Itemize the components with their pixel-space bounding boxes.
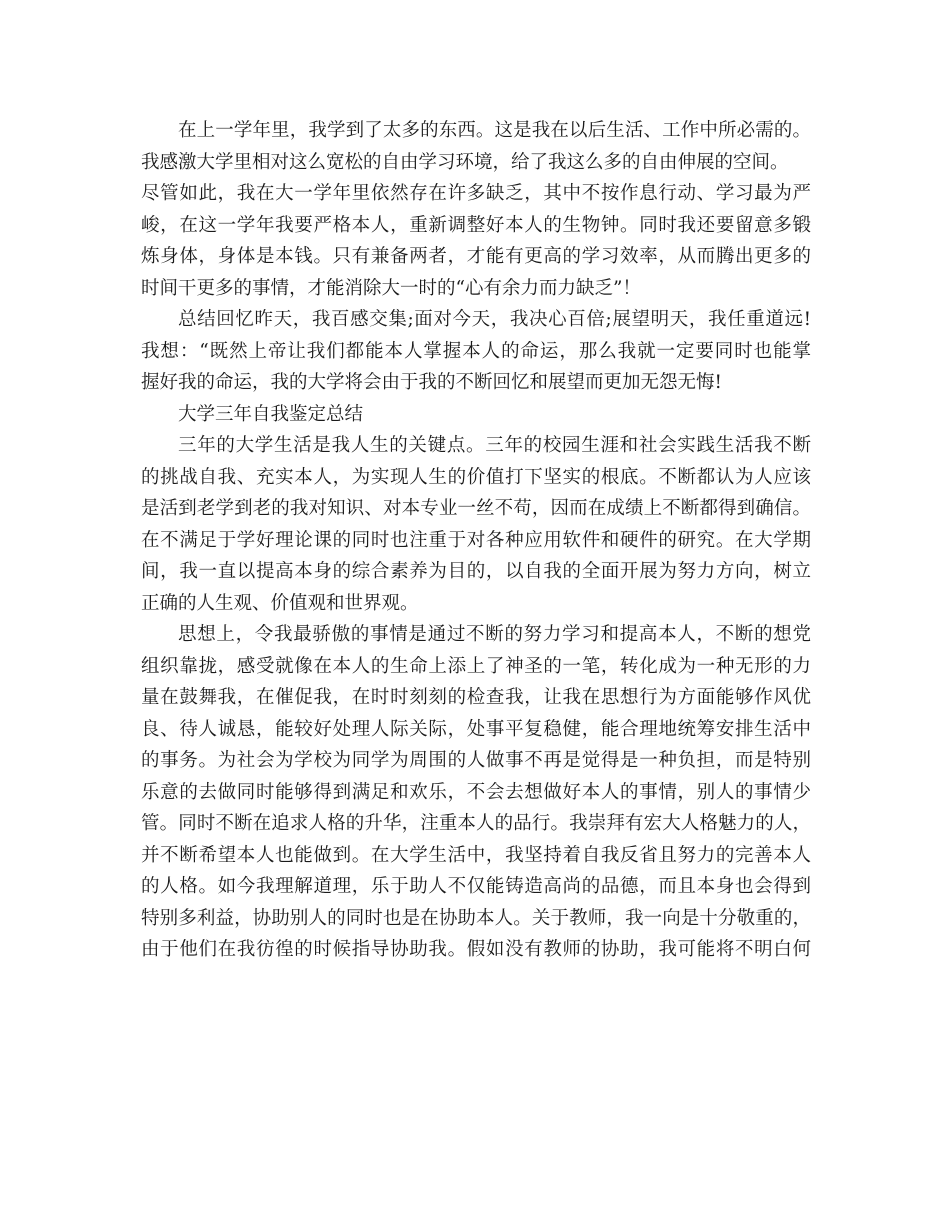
text-line: 良、待人诚恳，能较好处理人际关际，处事平复稳健，能合理地统筹安排生活中 — [141, 718, 811, 740]
text-line: 量在鼓舞我，在催促我，在时时刻刻的检查我，让我在思想行为方面能够作风优 — [141, 687, 811, 708]
text-line: 的人格。如今我理解道理，乐于助人不仅能铸造高尚的品德，而且本身也会得到 — [141, 876, 811, 897]
text-line: 炼身体，身体是本钱。只有兼备两者，才能有更高的学习效率，从而腾出更多的 — [141, 246, 811, 267]
text-line: 在上一学年里，我学到了太多的东西。这是我在以后生活、工作中所必需的。 — [178, 120, 811, 141]
text-line: 握好我的命运，我的大学将会由于我的不断回忆和展望而更加无怨无悔! — [141, 372, 722, 393]
text-line: 尽管如此，我在大一学年里依然存在许多缺乏，其中不按作息行动、学习最为严 — [141, 183, 811, 204]
document-body — [141, 115, 811, 966]
text-line: 乐意的去做同时能够得到满足和欢乐，不会去想做好本人的事情，别人的事情少 — [141, 781, 811, 803]
text-line: 管。同时不断在追求人格的升华，注重本人的品行。我崇拜有宏大人格魅力的人， — [141, 813, 811, 834]
text-line: 的挑战自我、充实本人，为实现人生的价值打下坚实的根底。不断都认为人应该 — [141, 466, 811, 488]
text-line: 峻，在这一学年我要严格本人，重新调整好本人的生物钟。同时我还要留意多锻 — [141, 214, 811, 236]
text-line: 时间干更多的事情，才能消除大一时的“心有余力而力缺乏”！ — [141, 277, 641, 299]
text-line: 思想上，令我最骄傲的事情是通过不断的努力学习和提高本人，不断的想党 — [178, 624, 811, 645]
text-line: 大学三年自我鉴定总结 — [178, 403, 364, 425]
text-line: 在不满足于学好理论课的同时也注重于对各种应用软件和硬件的研究。在大学期 — [141, 529, 811, 551]
text-line: 并不断希望本人也能做到。在大学生活中，我坚持着自我反省且努力的完善本人 — [141, 844, 811, 866]
text-line: 三年的大学生活是我人生的关键点。三年的校园生涯和社会实践生活我不断 — [178, 435, 811, 456]
text-line: 组织靠拢，感受就像在本人的生命上添上了神圣的一笔，转化成为一种无形的力 — [141, 655, 811, 677]
text-line: 的事务。为社会为学校为同学为周围的人做事不再是觉得是一种负担，而是特别 — [141, 750, 811, 771]
text-line: 总结回忆昨天，我百感交集;面对今天，我决心百倍;展望明天，我任重道远! — [178, 309, 811, 330]
text-line: 我想：“既然上帝让我们都能本人掌握本人的命运，那么我就一定要同时也能掌 — [141, 340, 811, 362]
text-line: 间，我一直以提高本身的综合素养为目的，以自我的全面开展为努力方向，树立 — [141, 561, 811, 582]
text-line: 正确的人生观、价值观和世界观。 — [141, 592, 419, 614]
text-line: 由于他们在我彷徨的时候指导协助我。假如没有教师的协助，我可能将不明白何 — [141, 939, 811, 960]
text-line: 我感激大学里相对这么宽松的自由学习环境，给了我这么多的自由伸展的空间。 — [141, 151, 789, 173]
text-line: 特别多利益，协助别人的同时也是在协助本人。关于教师，我一向是十分敬重的， — [141, 907, 811, 929]
text-line: 是活到老学到老的我对知识、对本专业一丝不苟，因而在成绩上不断都得到确信。 — [141, 498, 811, 519]
